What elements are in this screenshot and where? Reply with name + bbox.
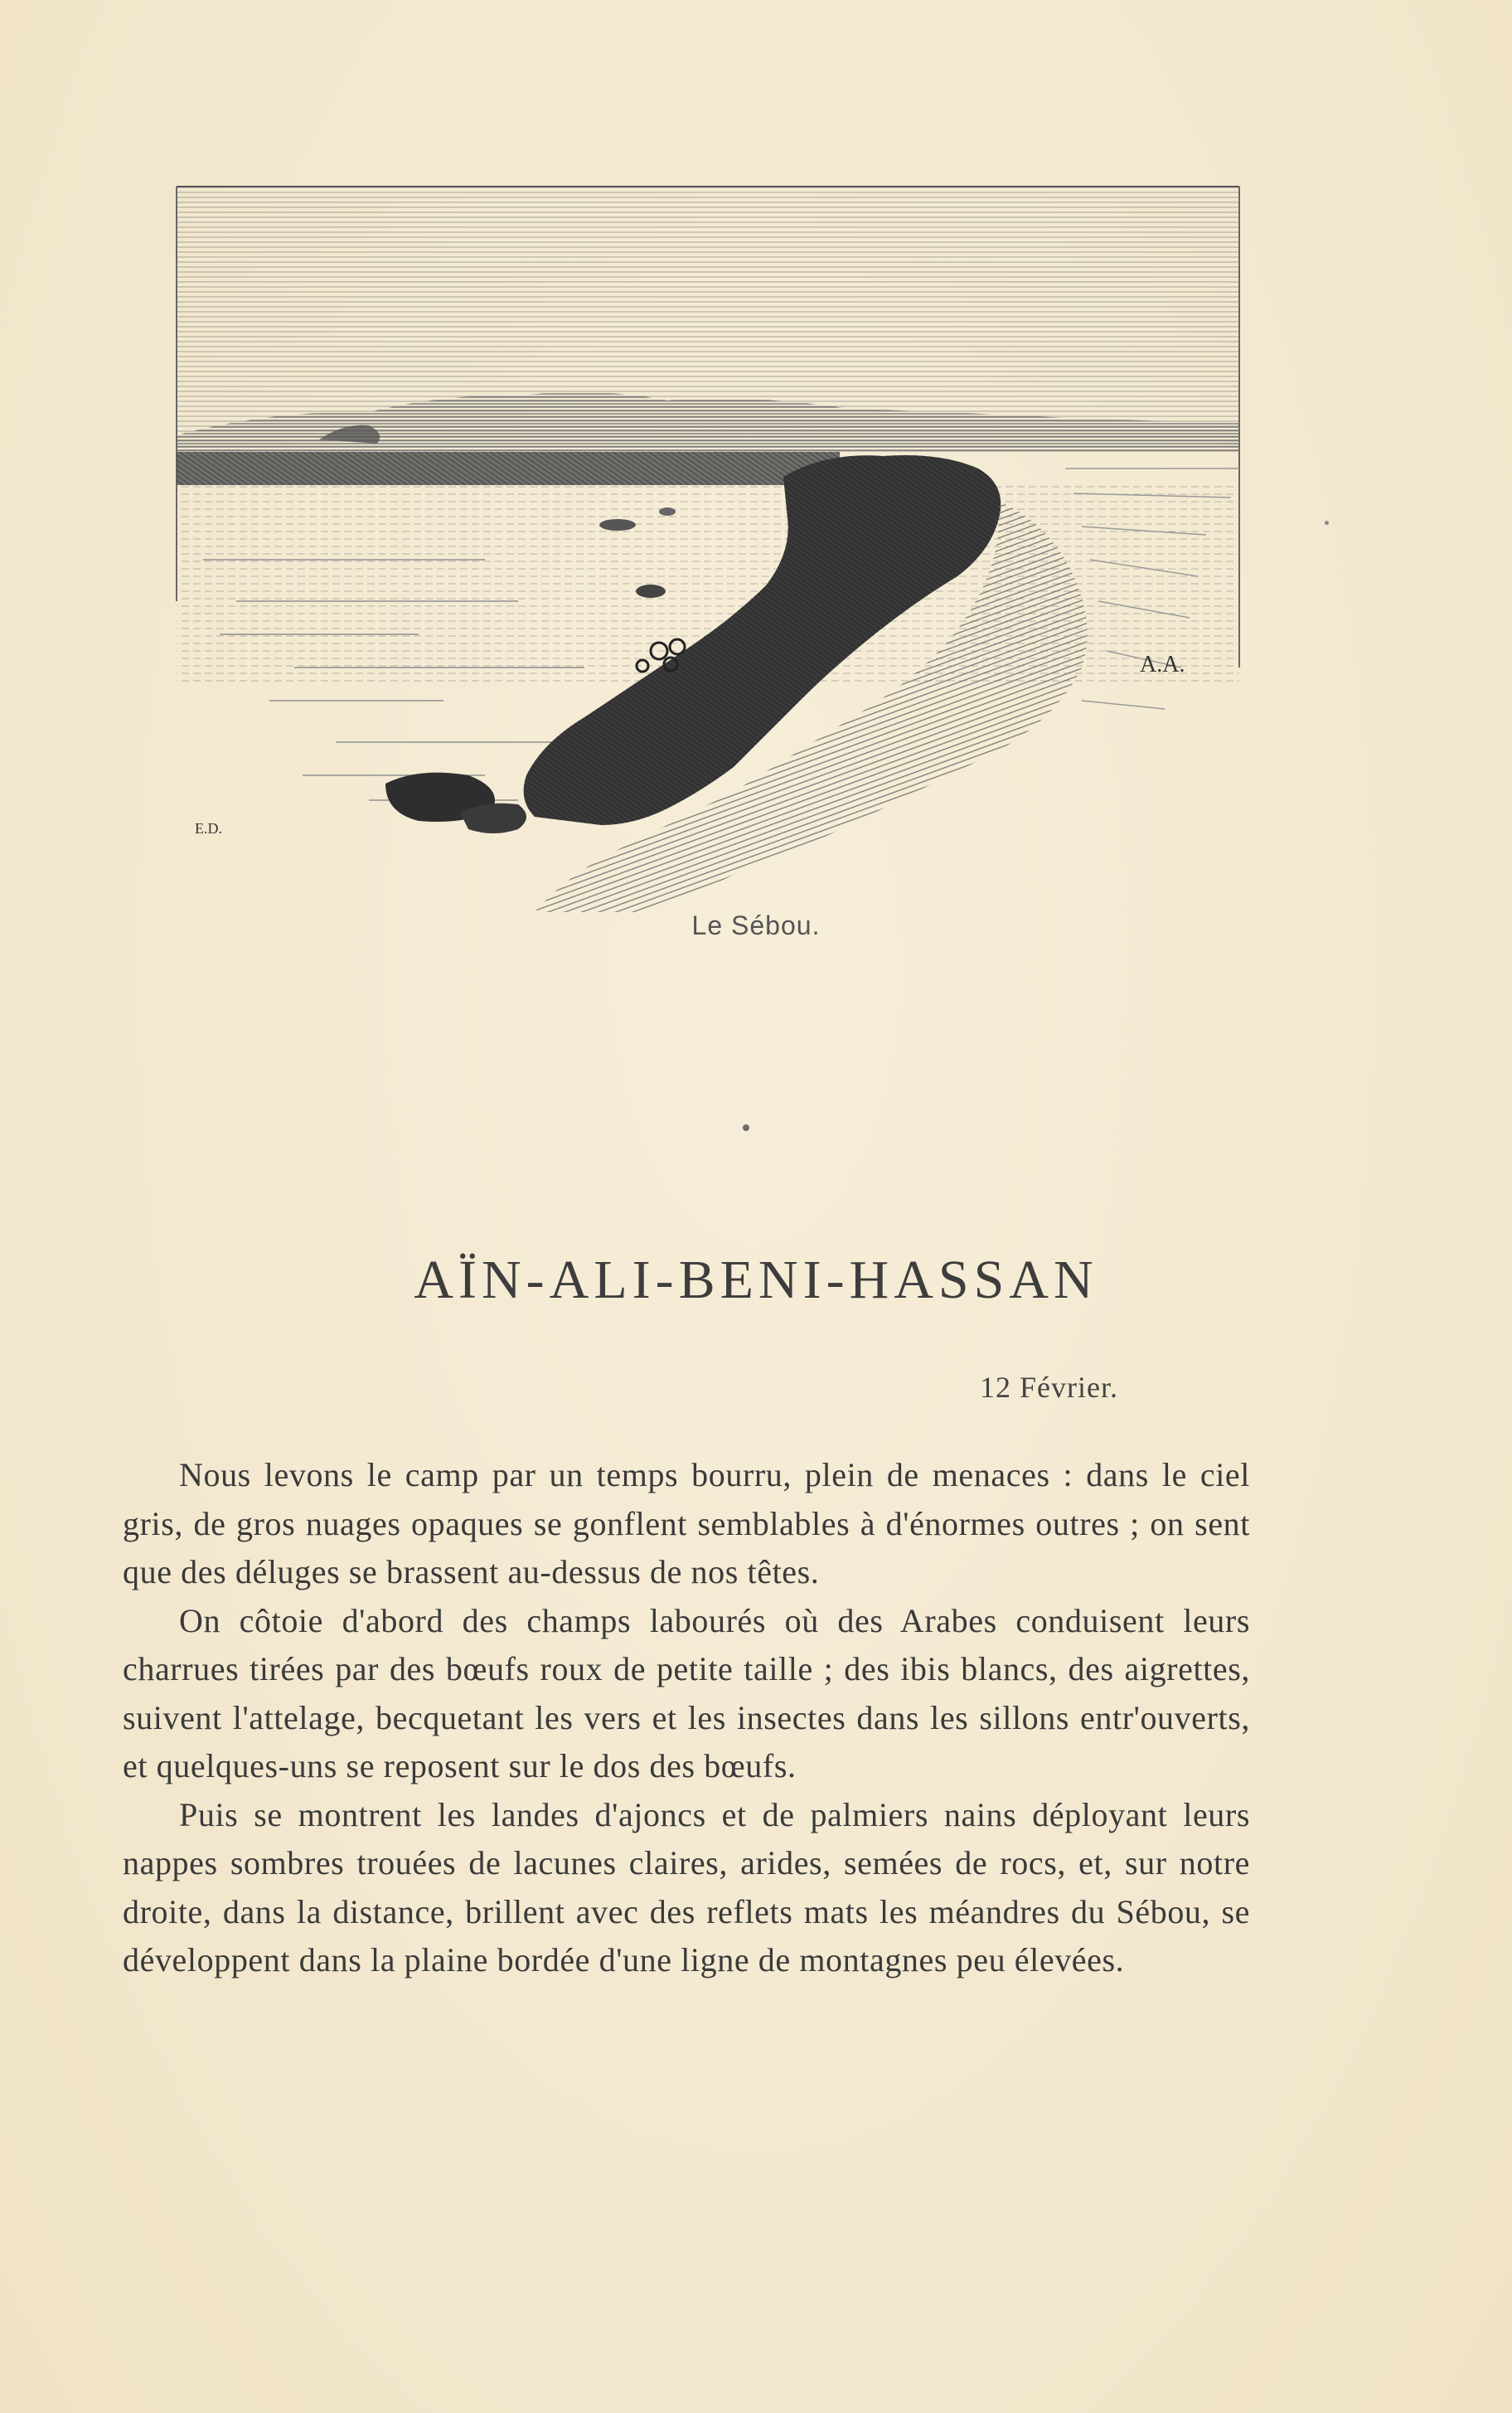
illustration-caption: Le Sébou. — [691, 910, 821, 940]
artist-monogram-left: E.D. — [195, 820, 222, 837]
paragraph: Puis se montrent les landes d'ajoncs et de palmiers nains déployant leurs nappes sombres trouées de lacunes claires, arides, semées de rocs, et, sur notre droite, dans la distance, brillent avec des reflets mats les méandres du Sébou, se développent dans la plaine bordée d'une ligne de montagnes peu élevées. — [123, 1795, 1250, 1978]
water-rock — [599, 519, 636, 531]
body-text — [123, 1451, 1250, 1985]
ornament-dot — [743, 1124, 749, 1131]
chapter-date: 12 Février. — [980, 1371, 1118, 1404]
paragraph: On côtoie d'abord des champs labourés où des Arabes conduisent leurs charrues tirées par des bœufs roux de petite taille ; des ibis blancs, des aigrettes, suivent l'attelage, becquetant les vers et les insectes dans les sillons entr'ouverts, et quelques-uns se reposent sur le dos des bœufs. — [123, 1601, 1250, 1784]
engraving-illustration — [170, 170, 1248, 916]
margin-speck — [1325, 521, 1329, 525]
paragraph: Nous levons le camp par un temps bourru, plein de menaces : dans le ciel gris, de gros nuages opaques se gonflent semblables à d'énormes outres ; on sent que des déluges se brassent au-dessus de nos têtes. — [123, 1456, 1250, 1590]
artist-monogram-right: A.A. — [1140, 652, 1185, 677]
chapter-title: AÏN-ALI-BENI-HASSAN — [414, 1250, 1098, 1311]
